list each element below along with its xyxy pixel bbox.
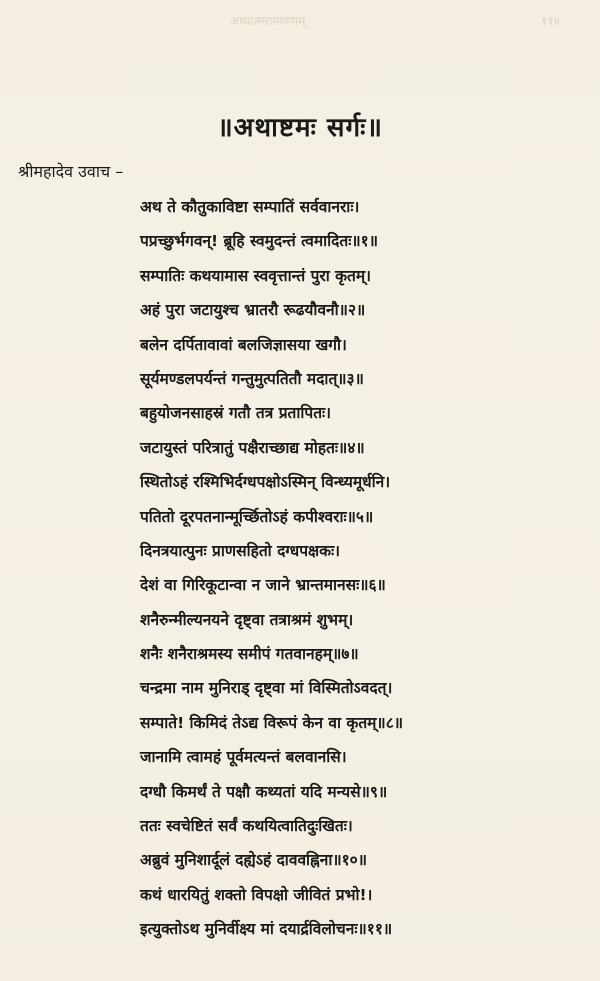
- verse-line: बहुयोजनसाहस्रं गतौ तत्र प्रतापितः।: [140, 404, 332, 423]
- verse-line: अब्रुवं मुनिशार्दूलं दह्येऽहं दाववह्निना॥१०॥: [140, 851, 368, 870]
- verse-line: जटायुस्तं परित्रातुं पक्षैराच्छाद्य मोहतः॥४॥: [140, 438, 365, 457]
- verse-line: अहं पुरा जटायुश्च भ्रातरौ रूढयौवनौ॥२॥: [140, 301, 366, 320]
- page-number: ११४: [541, 14, 560, 28]
- verse-line: इत्युक्तोऽथ मुनिर्वीक्ष्य मां दयार्द्रविलोचनः॥११॥: [140, 920, 393, 939]
- verse-line: पतितो दूरपतनान्मूर्च्छितोऽहं कपीश्वराः॥५॥: [140, 507, 374, 526]
- speaker-label: श्रीमहादेव उवाच –: [18, 162, 124, 181]
- verse-block: [140, 190, 580, 981]
- page-header: [0, 10, 600, 30]
- verse-line: शनैः शनैराश्रमस्य समीपं गतवानहम्॥७॥: [140, 645, 359, 664]
- verse-line: स्थितोऽहं रश्मिभिर्दग्धपक्षोऽस्मिन् विन्ध्यमूर्धनि।: [140, 473, 391, 492]
- verse-line: चन्द्रमा नाम मुनिराड् दृष्ट्वा मां विस्मितोऽवदत्।: [140, 679, 393, 698]
- verse-line: दग्धौ किमर्थं ते पक्षौ कथ्यतां यदि मन्यसे॥९॥: [140, 782, 388, 801]
- verse-line: जानामि त्वामहं पूर्वमत्यन्तं बलवानसि।: [140, 748, 347, 767]
- verse-line: [140, 947, 580, 981]
- verse-line: सूर्यमण्डलपर्यन्तं गन्तुमुत्पतितौ मदात्॥३॥: [140, 369, 364, 388]
- verse-line: अथ ते कौतुकाविष्टा सम्पातिं सर्ववानराः।: [140, 198, 360, 216]
- verse-line: कथं धारयितुं शक्तो विपक्षो जीवितं प्रभो!।: [140, 885, 373, 904]
- verse-line: देशं वा गिरिकूटान्वा न जाने भ्रान्तमानसः॥६॥: [140, 576, 386, 595]
- verse-line: शनैरुन्मील्यनयने दृष्ट्वा तत्राश्रमं शुभम्।: [140, 610, 354, 629]
- running-header: अध्यात्मरामायणम्: [230, 14, 306, 28]
- verse-line: पप्रच्छुर्भगवन्! ब्रूहि स्वमुदन्तं त्वमादितः॥१॥: [140, 232, 378, 251]
- verse-line: ततः स्वचेष्टितं सर्वं कथयित्वातिदुःखितः।: [140, 817, 353, 836]
- chapter-title: ॥अथाष्टमः सर्गः॥: [217, 113, 383, 143]
- verse-line: सम्पाते! किमिदं तेऽद्य विरूपं केन वा कृतम्॥८॥: [140, 713, 404, 732]
- verse-line: सम्पातिः कथयामास स्ववृत्तान्तं पुरा कृतम्।: [140, 266, 372, 285]
- verse-line: बलेन दर्पितावावां बलजिज्ञासया खगौ।: [140, 335, 347, 354]
- verse-line: दिनत्रयात्पुनः प्राणसहितो दग्धपक्षकः।: [140, 541, 341, 560]
